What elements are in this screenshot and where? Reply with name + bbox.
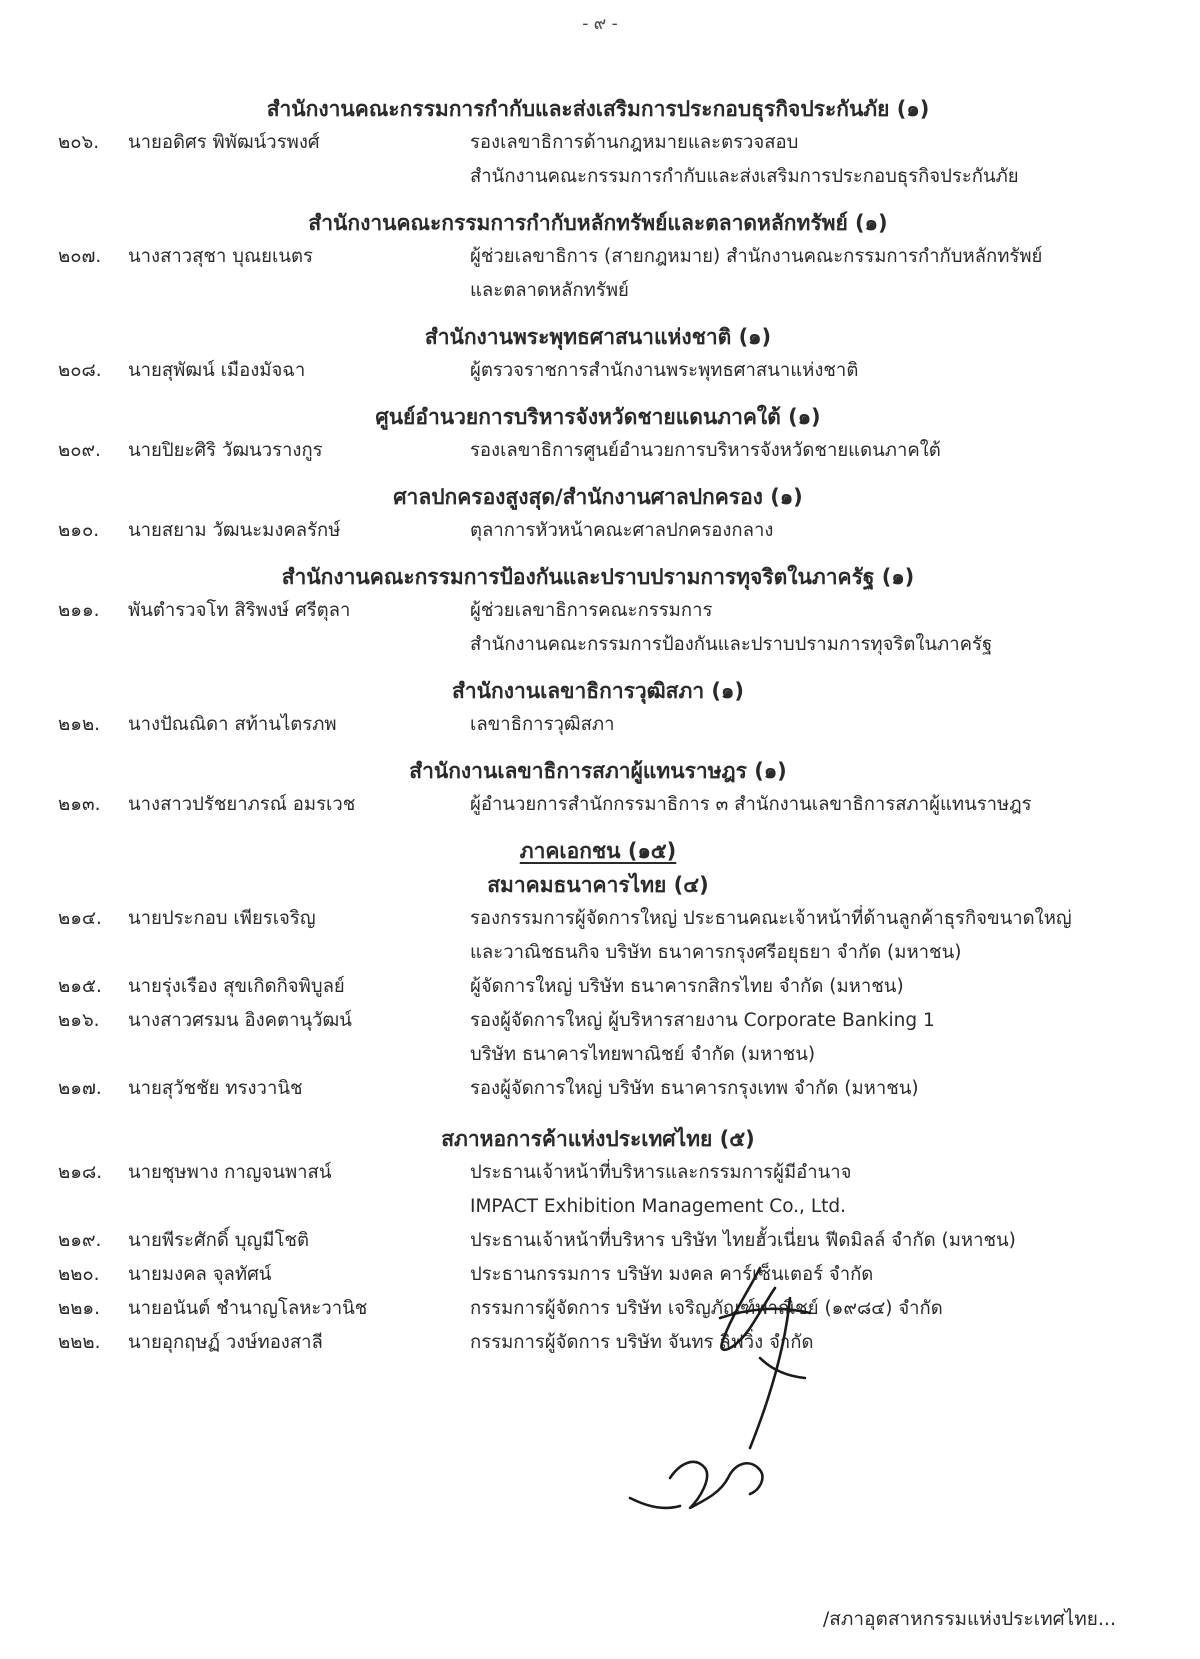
item-number: ๒๑๒. bbox=[58, 714, 101, 735]
person-name: นายสุพัฒน์ เมืองมัจฉา bbox=[128, 360, 306, 381]
position-title bbox=[470, 970, 1138, 1004]
position-line: รองผู้จัดการใหญ่ บริษัท ธนาคารกรุงเทพ จำกัด (มหาชน) bbox=[470, 1078, 919, 1099]
person-name: นายสยาม วัฒนะมงคลรักษ์ bbox=[128, 520, 341, 541]
private-sector-section bbox=[58, 834, 1138, 1360]
continuation-footer: /สภาอุตสาหกรรมแห่งประเทศไทย... bbox=[822, 1608, 1116, 1630]
position-line: ผู้ช่วยเลขาธิการคณะกรรมการ bbox=[470, 600, 713, 621]
item-number: ๒๑๙. bbox=[58, 1230, 102, 1251]
list-item bbox=[58, 902, 1138, 970]
position-line: กรรมการผู้จัดการ บริษัท จันทร ลิฟวิ่ง จำกัด bbox=[470, 1332, 814, 1353]
agency-section bbox=[58, 560, 1138, 662]
position-line: ผู้จัดการใหญ่ บริษัท ธนาคารกสิกรไทย จำกัด (มหาชน) bbox=[470, 976, 904, 997]
item-number: ๒๐๙. bbox=[58, 440, 101, 461]
position-title bbox=[470, 594, 1138, 662]
government-sections bbox=[58, 92, 1138, 822]
position-title bbox=[470, 1004, 1138, 1072]
association-group bbox=[58, 868, 1138, 1106]
list-item bbox=[58, 1292, 1138, 1326]
section-heading: สำนักงานคณะกรรมการกำกับและส่งเสริมการประกอบธุรกิจประกันภัย (๑) bbox=[266, 97, 930, 121]
position-line: รองผู้จัดการใหญ่ ผู้บริหารสายงาน Corporate Banking 1 bbox=[470, 1010, 935, 1031]
position-line: และตลาดหลักทรัพย์ bbox=[470, 280, 629, 301]
section-heading: สำนักงานพระพุทธศาสนาแห่งชาติ (๑) bbox=[424, 325, 772, 349]
position-line: ผู้อำนวยการสำนักกรรมาธิการ ๓ สำนักงานเลขาธิการสภาผู้แทนราษฎร bbox=[470, 794, 1032, 815]
list-item bbox=[58, 1224, 1138, 1258]
position-title bbox=[470, 434, 1138, 468]
position-title bbox=[470, 514, 1138, 548]
position-line: กรรมการผู้จัดการ บริษัท เจริญภัณฑ์พาณิชย์ (๑๙๘๔) จำกัด bbox=[470, 1298, 943, 1319]
person-name: พันตำรวจโท สิริพงษ์ ศรีตุลา bbox=[128, 600, 351, 621]
person-name: นายอุกฤษฏ์ วงษ์ทองสาลี bbox=[128, 1332, 323, 1353]
position-line: ประธานเจ้าหน้าที่บริหาร บริษัท ไทยฮั้วเนี่ยน ฟีดมิลล์ จำกัด (มหาชน) bbox=[470, 1230, 1016, 1251]
section-heading: สำนักงานคณะกรรมการป้องกันและปราบปรามการทุจริตในภาครัฐ (๑) bbox=[281, 565, 915, 589]
position-line: ประธานกรรมการ บริษัท มงคล คาร์เซ็นเตอร์ จำกัด bbox=[470, 1264, 874, 1285]
private-sector-title: ภาคเอกชน (๑๕) bbox=[519, 839, 677, 863]
private-sector-groups bbox=[58, 868, 1138, 1360]
agency-section bbox=[58, 754, 1138, 822]
item-number: ๒๐๗. bbox=[58, 246, 102, 267]
position-line: ประธานเจ้าหน้าที่บริหารและกรรมการผู้มีอำนาจ bbox=[470, 1162, 852, 1183]
list-item bbox=[58, 514, 1138, 548]
section-heading: สำนักงานเลขาธิการวุฒิสภา (๑) bbox=[452, 679, 744, 703]
person-name: นายสุวัชชัย ทรงวานิช bbox=[128, 1078, 303, 1099]
list-item bbox=[58, 240, 1138, 308]
section-heading: สมาคมธนาคารไทย (๔) bbox=[487, 873, 709, 897]
person-name: นางปัณณิดา สท้านไตรภพ bbox=[128, 714, 337, 735]
document-body bbox=[58, 92, 1138, 1372]
agency-section bbox=[58, 92, 1138, 194]
page-number: - ๙ - bbox=[582, 14, 618, 34]
person-name: นางสาวปรัชยาภรณ์ อมรเวช bbox=[128, 794, 356, 815]
position-line: รองเลขาธิการด้านกฎหมายและตรวจสอบ bbox=[470, 132, 799, 153]
section-heading: สภาหอการค้าแห่งประเทศไทย (๕) bbox=[441, 1127, 755, 1151]
agency-section bbox=[58, 674, 1138, 742]
person-name: นายพีระศักดิ์ บุญมีโชติ bbox=[128, 1230, 309, 1251]
position-line: รองกรรมการผู้จัดการใหญ่ ประธานคณะเจ้าหน้าที่ด้านลูกค้าธุรกิจขนาดใหญ่ bbox=[470, 908, 1072, 929]
position-line: สำนักงานคณะกรรมการกำกับและส่งเสริมการประกอบธุรกิจประกันภัย bbox=[470, 166, 1019, 187]
section-heading: ศาลปกครองสูงสุด/สำนักงานศาลปกครอง (๑) bbox=[393, 485, 803, 509]
list-item bbox=[58, 1072, 1138, 1106]
item-number: ๒๑๑. bbox=[58, 600, 100, 621]
section-heading: ศูนย์อำนวยการบริหารจังหวัดชายแดนภาคใต้ (๑) bbox=[375, 405, 821, 429]
position-line: IMPACT Exhibition Management Co., Ltd. bbox=[470, 1196, 847, 1217]
list-item bbox=[58, 1326, 1138, 1360]
list-item bbox=[58, 970, 1138, 1004]
person-name: นายอดิศร พิพัฒน์วรพงศ์ bbox=[128, 132, 320, 153]
item-number: ๒๒๒. bbox=[58, 1332, 101, 1353]
person-name: นายรุ่งเรือง สุขเกิดกิจพิบูลย์ bbox=[128, 976, 345, 997]
position-line: รองเลขาธิการศูนย์อำนวยการบริหารจังหวัดชายแดนภาคใต้ bbox=[470, 440, 941, 461]
list-item bbox=[58, 788, 1138, 822]
list-item bbox=[58, 434, 1138, 468]
item-number: ๒๒๐. bbox=[58, 1264, 100, 1285]
position-title bbox=[470, 1072, 1138, 1106]
person-name: นายมงคล จุลทัศน์ bbox=[128, 1264, 272, 1285]
list-item bbox=[58, 708, 1138, 742]
item-number: ๒๑๔. bbox=[58, 908, 102, 929]
item-number: ๒๑๐. bbox=[58, 520, 100, 541]
position-line: ตุลาการหัวหน้าคณะศาลปกครองกลาง bbox=[470, 520, 774, 541]
item-number: ๒๑๘. bbox=[58, 1162, 103, 1183]
position-title bbox=[470, 354, 1138, 388]
person-name: นายชุษพาง กาญจนพาสน์ bbox=[128, 1162, 332, 1183]
position-title bbox=[470, 240, 1138, 308]
item-number: ๒๐๘. bbox=[58, 360, 102, 381]
person-name: นางสาวศรมน อิงคตานุวัฒน์ bbox=[128, 1010, 352, 1031]
list-item bbox=[58, 1004, 1138, 1072]
section-heading: สำนักงานคณะกรรมการกำกับหลักทรัพย์และตลาดหลักทรัพย์ (๑) bbox=[308, 211, 888, 235]
person-name: นายอนันต์ ชำนาญโลหะวานิช bbox=[128, 1298, 368, 1319]
agency-section bbox=[58, 480, 1138, 548]
position-line: บริษัท ธนาคารไทยพาณิชย์ จำกัด (มหาชน) bbox=[470, 1044, 816, 1065]
list-item bbox=[58, 594, 1138, 662]
agency-section bbox=[58, 400, 1138, 468]
list-item bbox=[58, 354, 1138, 388]
position-title bbox=[470, 1156, 1138, 1224]
list-item bbox=[58, 1156, 1138, 1224]
list-item bbox=[58, 126, 1138, 194]
item-number: ๒๑๖. bbox=[58, 1010, 100, 1031]
association-group bbox=[58, 1122, 1138, 1360]
position-title bbox=[470, 126, 1138, 194]
position-line: ผู้ตรวจราชการสำนักงานพระพุทธศาสนาแห่งชาติ bbox=[470, 360, 859, 381]
handwritten-signature bbox=[610, 1258, 910, 1558]
agency-section bbox=[58, 320, 1138, 388]
position-line: สำนักงานคณะกรรมการป้องกันและปราบปรามการทุจริตในภาครัฐ bbox=[470, 634, 993, 655]
item-number: ๒๑๗. bbox=[58, 1078, 102, 1099]
item-number: ๒๑๓. bbox=[58, 794, 101, 815]
position-line: เลขาธิการวุฒิสภา bbox=[470, 714, 615, 735]
agency-section bbox=[58, 206, 1138, 308]
person-name: นายปิยะศิริ วัฒนวรางกูร bbox=[128, 440, 323, 461]
position-line: ผู้ช่วยเลขาธิการ (สายกฎหมาย) สำนักงานคณะกรรมการกำกับหลักทรัพย์ bbox=[470, 246, 1043, 267]
item-number: ๒๑๕. bbox=[58, 976, 102, 997]
section-heading: สำนักงานเลขาธิการสภาผู้แทนราษฎร (๑) bbox=[409, 759, 787, 783]
position-line: และวาณิชธนกิจ บริษัท ธนาคารกรุงศรีอยุธยา จำกัด (มหาชน) bbox=[470, 942, 962, 963]
position-title bbox=[470, 902, 1138, 970]
item-number: ๒๐๖. bbox=[58, 132, 100, 153]
position-title bbox=[470, 788, 1138, 822]
person-name: นางสาวสุชา บุณยเนตร bbox=[128, 246, 313, 267]
item-number: ๒๒๑. bbox=[58, 1298, 101, 1319]
position-title bbox=[470, 1224, 1138, 1258]
person-name: นายประกอบ เพียรเจริญ bbox=[128, 908, 316, 929]
position-title bbox=[470, 708, 1138, 742]
list-item bbox=[58, 1258, 1138, 1292]
